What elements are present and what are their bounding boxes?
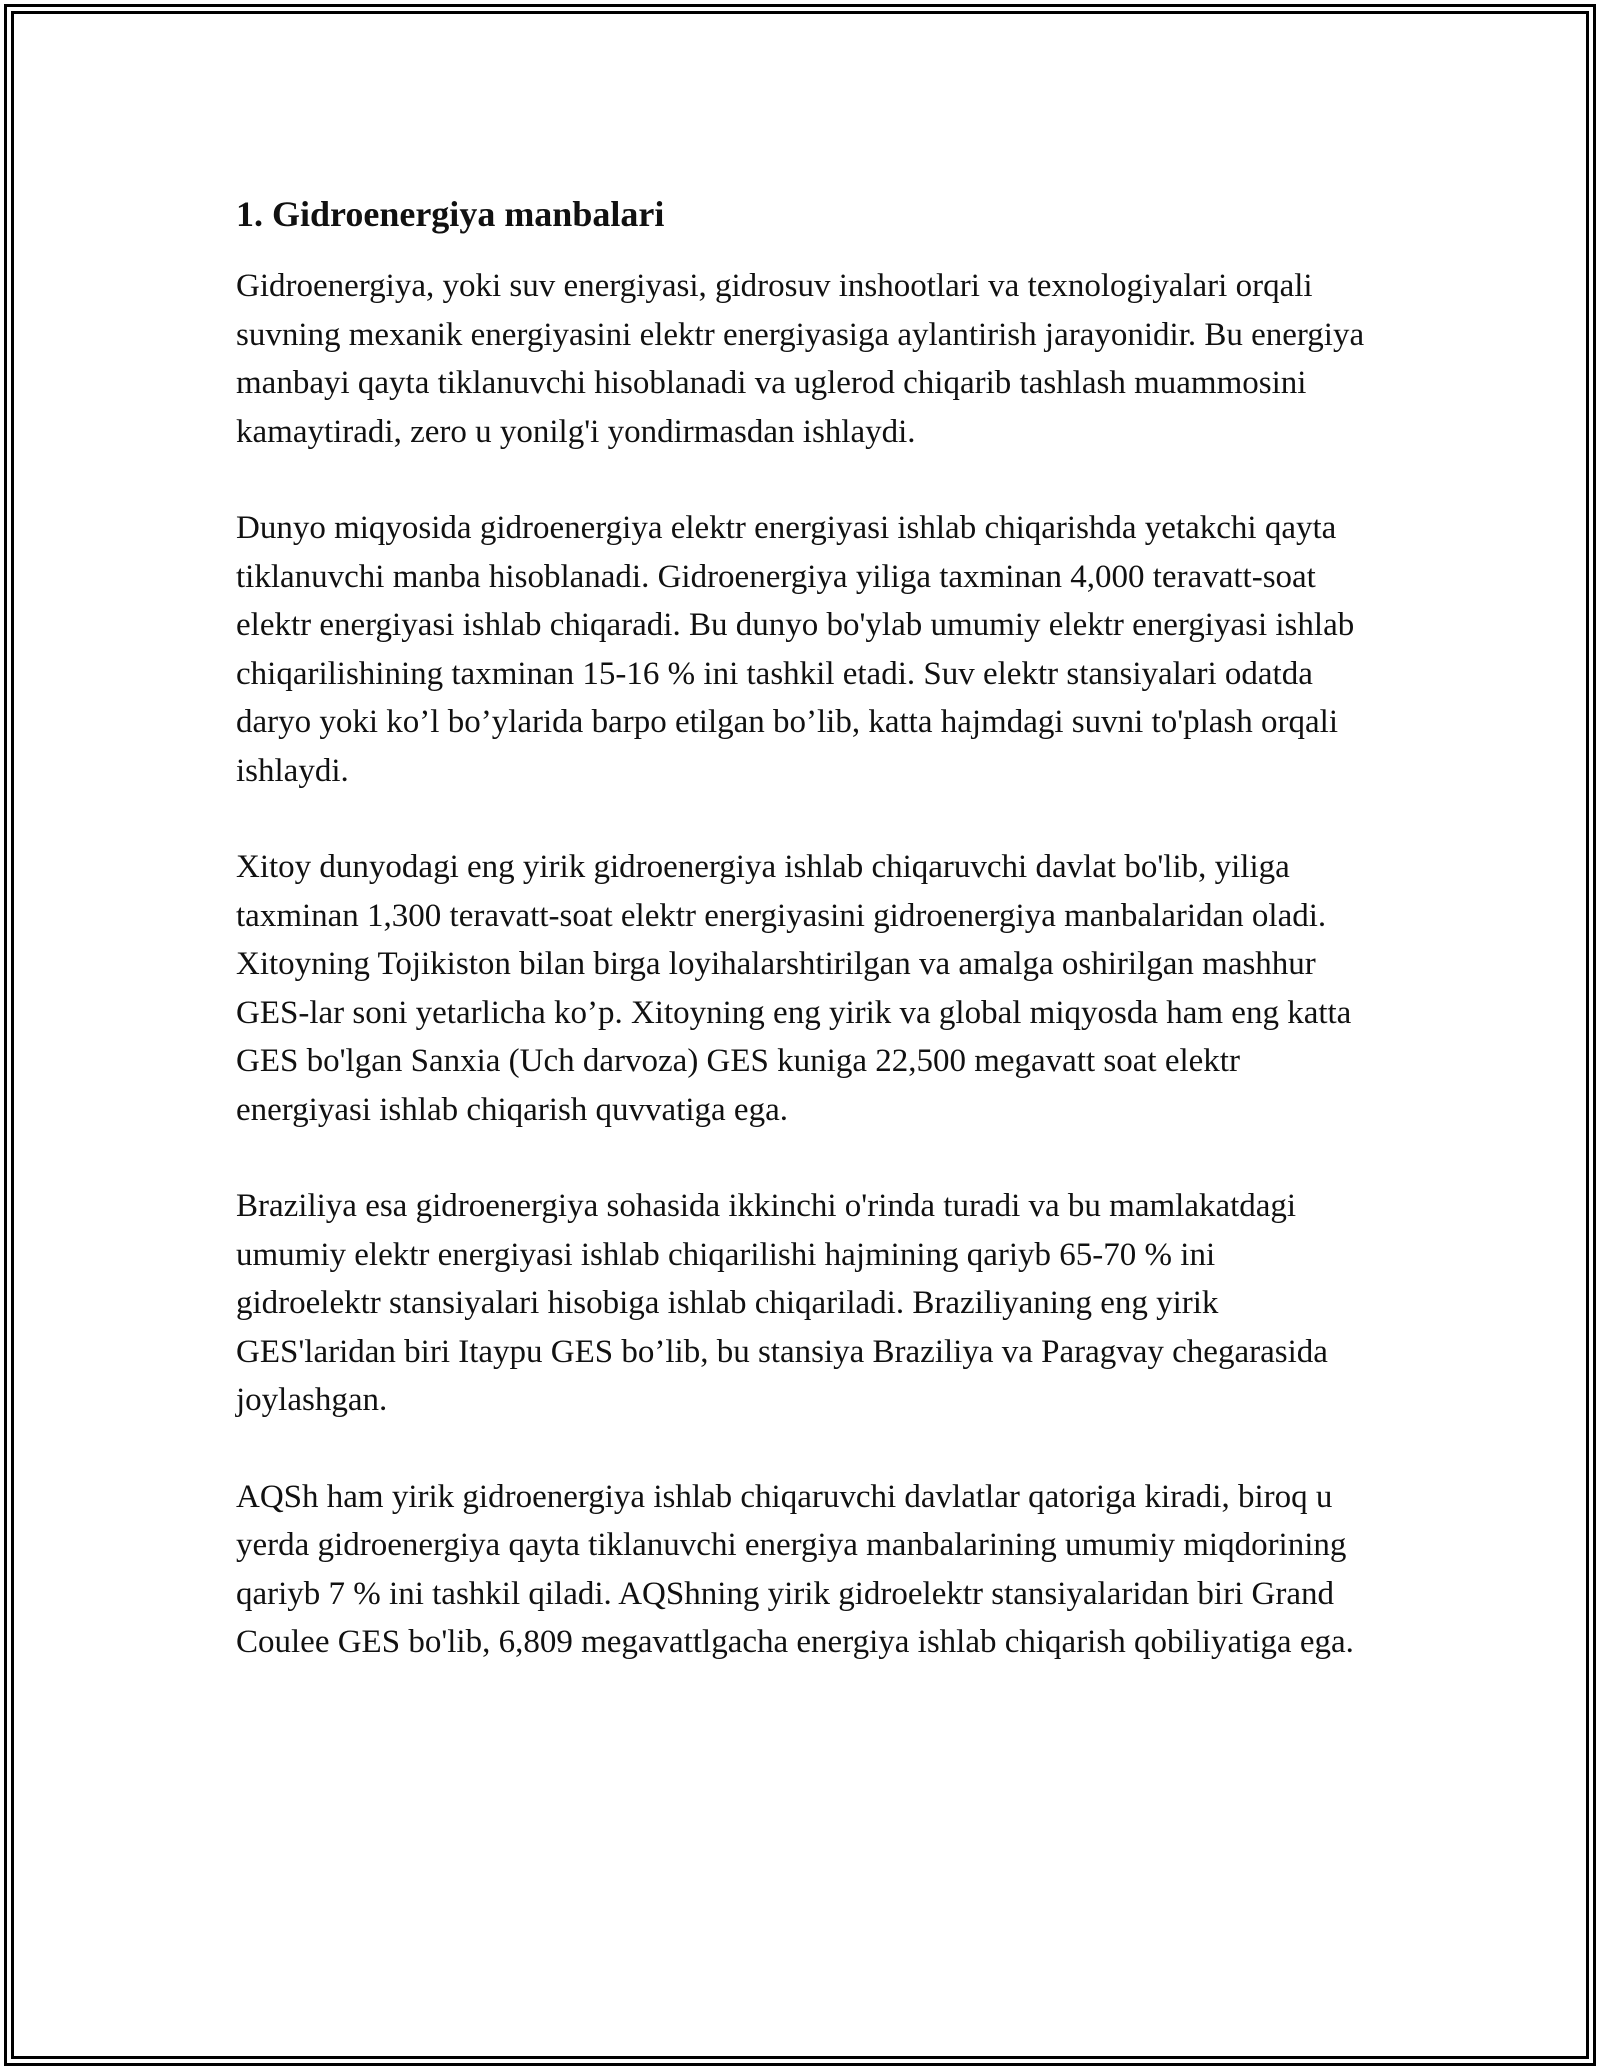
- paragraph-china: Xitoy dunyodagi eng yirik gidroenergiya ishlab chiqaruvchi davlat bo'lib, yiliga taxminan 1,300 teravatt-soat elektr energiyasini gidroenergiya manbalaridan oladi. Xitoyning Tojikiston bilan birga loyihalarshtirilgan va amalga oshirilgan mashhur GES-lar soni yetarlicha ko’p. Xitoyning eng yirik va global miqyosda ham eng katta GES bo'lgan Sanxia (Uch darvoza) GES kuniga 22,500 megavatt soat elektr energiyasi ishlab chiqarish quvvatiga ega.: [236, 849, 1352, 1128]
- paragraph-world-overview: Dunyo miqyosida gidroenergiya elektr energiyasi ishlab chiqarishda yetakchi qayta tiklanuvchi manba hisoblanadi. Gidroenergiya yiliga taxminan 4,000 teravatt-soat elektr energiyasi ishlab chiqaradi. Bu dunyo bo'ylab umumiy elektr energiyasi ishlab chiqarilishining taxminan 15-16 % ini tashkil etadi. Suv elektr stansiyalari odatda daryo yoki ko’l bo’ylarida barpo etilgan bo’lib, katta hajmdagi suvni to'plash orqali ishlaydi.: [236, 510, 1355, 789]
- paragraph-definition: Gidroenergiya, yoki suv energiyasi, gidrosuv inshootlari va texnologiyalari orqali suvning mexanik energiyasini elektr energiyasiga aylantirish jarayonidir. Bu energiya manbayi qayta tiklanuvchi hisoblanadi va uglerod chiqarib tashlash muammosini kamaytiradi, zero u yonilg'i yondirmasdan ishlaydi.: [236, 268, 1365, 450]
- section-heading: 1. Gidroenergiya manbalari: [236, 194, 665, 234]
- document-body: [236, 186, 1366, 1667]
- paragraph-brazil: Braziliya esa gidroenergiya sohasida ikkinchi o'rinda turadi va bu mamlakatdagi umumiy elektr energiyasi ishlab chiqarilishi hajmining qariyb 65-70 % ini gidroelektr stansiyalari hisobiga ishlab chiqariladi. Braziliyaning eng yirik GES'laridan biri Itaypu GES bo’lib, bu stansiya Braziliya va Paragvay chegarasida joylashgan.: [236, 1188, 1328, 1418]
- paragraph-usa: AQSh ham yirik gidroenergiya ishlab chiqaruvchi davlatlar qatoriga kiradi, biroq u yerda gidroenergiya qayta tiklanuvchi energiya manbalarining umumiy miqdorining qariyb 7 % ini tashkil qiladi. AQShning yirik gidroelektr stansiyalaridan biri Grand Coulee GES bo'lib, 6,809 megavattlgacha energiya ishlab chiqarish qobiliyatiga ega.: [236, 1478, 1354, 1660]
